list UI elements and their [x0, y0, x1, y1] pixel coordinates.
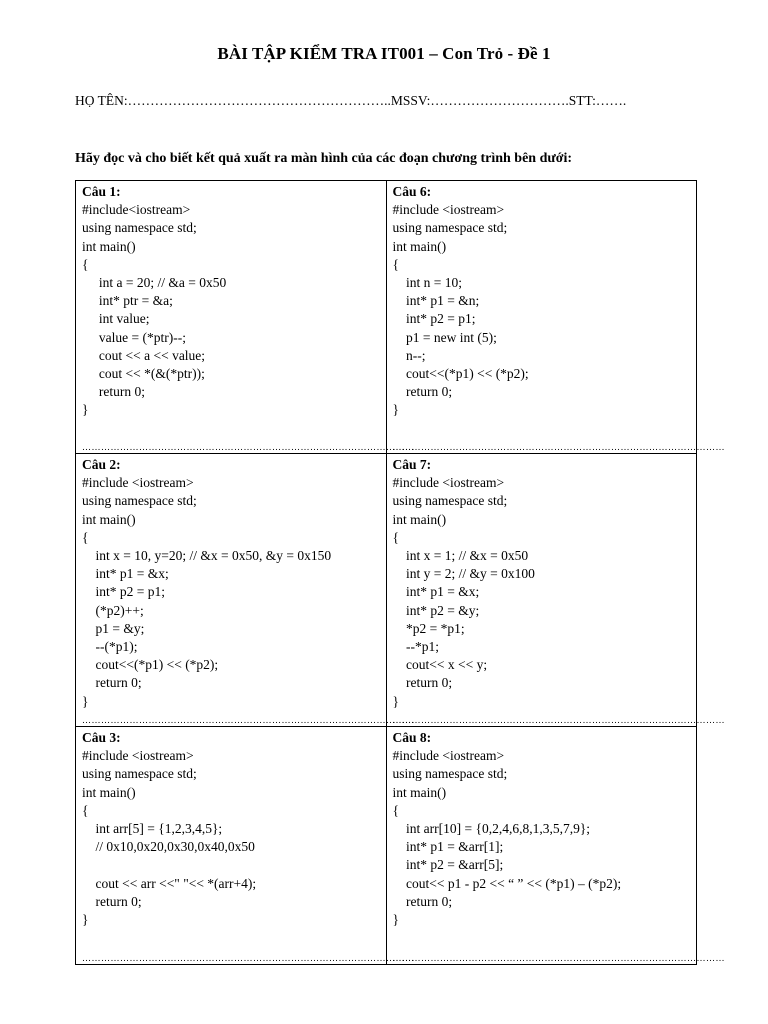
questions-table [75, 180, 725, 965]
code-line: int main() [82, 511, 136, 527]
code-line [82, 856, 380, 874]
code-line: cout<< p1 - p2 << “ ” << (*p1) – (*p2); [392, 875, 622, 891]
code-line: int x = 1; // &x = 0x50 [392, 548, 529, 564]
code-line: int a = 20; // &a = 0x50 [82, 275, 227, 291]
code-line: { [82, 802, 89, 818]
code-line: } [392, 402, 399, 418]
table-row [76, 454, 697, 727]
code-line: p1 = new int (5); [392, 329, 497, 345]
code-line: using namespace std; [82, 220, 197, 236]
code-line: #include <iostream> [392, 202, 505, 218]
code-line: } [392, 693, 399, 709]
code-line: int main() [82, 238, 136, 254]
code-line: int* p2 = &y; [392, 602, 480, 618]
code-line: } [392, 912, 399, 928]
code-line: using namespace std; [82, 493, 197, 509]
table-row [76, 727, 697, 965]
answer-dotted-line: …………………………………………………………………………………………… [82, 715, 415, 725]
code-line: { [392, 256, 399, 272]
answer-dotted-line: …………………………………………………………………………………………… [82, 953, 415, 963]
code-line: } [82, 912, 89, 928]
code-line: { [392, 529, 399, 545]
question-label: Câu 2: [82, 457, 121, 472]
code-line: int* ptr = &a; [82, 293, 173, 309]
code-line: return 0; [392, 893, 453, 909]
code-line: #include<iostream> [82, 202, 191, 218]
question-label: Câu 7: [392, 457, 432, 472]
code-line: return 0; [392, 384, 453, 400]
question-label: Câu 1: [82, 184, 121, 199]
code-line: int arr[10] = {0,2,4,6,8,1,3,5,7,9}; [392, 821, 591, 837]
answer-dotted-line: …………………………………………………………………………………………… [82, 442, 415, 452]
question-label: Câu 3: [82, 730, 121, 745]
code-line: #include <iostream> [392, 748, 505, 764]
code-line: #include <iostream> [82, 748, 194, 764]
code-line: --(*p1); [82, 639, 138, 655]
student-info-line: HỌ TÊN:…………………………………………………..MSSV:………………………….STT:……. [75, 93, 627, 108]
code-line: int* p1 = &arr[1]; [392, 839, 504, 855]
question-cell-7 [386, 454, 725, 727]
code-line: #include <iostream> [392, 475, 505, 491]
code-line: return 0; [82, 893, 142, 909]
code-line: --*p1; [392, 639, 439, 655]
code-line: using namespace std; [82, 766, 197, 782]
question-label: Câu 6: [392, 184, 432, 199]
answer-dotted-line: …………………………………………………………………………………………… [392, 715, 725, 725]
answer-dotted-line: …………………………………………………………………………………………… [392, 953, 725, 963]
code-line: cout<< x << y; [392, 657, 488, 673]
code-line: return 0; [392, 675, 453, 691]
code-line: n--; [392, 347, 426, 363]
code-line: using namespace std; [392, 220, 508, 236]
code-line: int main() [392, 238, 447, 254]
code-line: cout<<(*p1) << (*p2); [392, 366, 529, 382]
code-line: int main() [392, 784, 447, 800]
table-row [76, 181, 697, 454]
code-line: { [82, 529, 89, 545]
code-line: { [392, 802, 399, 818]
code-line: { [82, 256, 89, 272]
code-line: cout<<(*p1) << (*p2); [82, 657, 219, 673]
code-line: int n = 10; [392, 275, 462, 291]
code-line: // 0x10,0x20,0x30,0x40,0x50 [82, 839, 255, 855]
code-line: int* p2 = &arr[5]; [392, 857, 504, 873]
code-line: int y = 2; // &y = 0x100 [392, 566, 535, 582]
code-line: int* p2 = p1; [82, 584, 165, 600]
instruction-text: Hãy đọc và cho biết kết quả xuất ra màn hình của các đoạn chương trình bên dưới: [75, 151, 573, 166]
code-line: int x = 10, y=20; // &x = 0x50, &y = 0x150 [82, 548, 332, 564]
code-line: *p2 = *p1; [392, 620, 465, 636]
code-line: } [82, 693, 89, 709]
code-line: (*p2)++; [82, 602, 144, 618]
code-line: int* p1 = &x; [82, 566, 169, 582]
code-line: int* p2 = p1; [392, 311, 476, 327]
code-line: int* p1 = &x; [392, 584, 480, 600]
code-line: using namespace std; [392, 493, 508, 509]
code-line: } [82, 402, 89, 418]
code-line: int main() [82, 784, 136, 800]
code-line: using namespace std; [392, 766, 508, 782]
page-title: BÀI TẬP KIỂM TRA IT001 – Con Trỏ - Đề 1 [217, 44, 551, 63]
answer-dotted-line: …………………………………………………………………………………………… [392, 442, 725, 452]
code-line: p1 = &y; [82, 620, 145, 636]
code-line: #include <iostream> [82, 475, 194, 491]
code-line: int main() [392, 511, 447, 527]
code-line: int* p1 = &n; [392, 293, 480, 309]
code-line: cout << a << value; [82, 347, 206, 363]
code-line: return 0; [82, 675, 142, 691]
code-line: int arr[5] = {1,2,3,4,5}; [82, 821, 223, 837]
code-line: return 0; [82, 384, 145, 400]
question-cell-8 [386, 727, 725, 965]
question-label: Câu 8: [392, 730, 432, 745]
code-line: value = (*ptr)--; [82, 329, 186, 345]
question-cell-6 [386, 181, 725, 454]
code-line: int value; [82, 311, 150, 327]
code-line: cout << arr <<" "<< *(arr+4); [82, 875, 257, 891]
code-line: cout << *(&(*ptr)); [82, 366, 205, 382]
